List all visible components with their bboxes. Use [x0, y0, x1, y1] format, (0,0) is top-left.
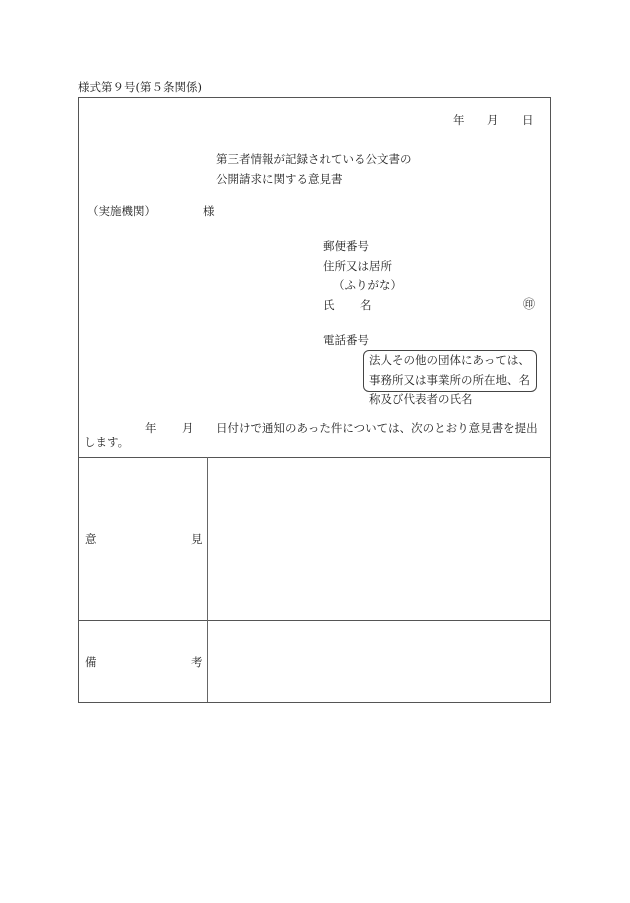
furigana-label: （ふりがな）: [333, 278, 402, 292]
statement-year-label: 年: [145, 421, 157, 435]
date-year-label: 年: [453, 113, 465, 127]
remarks-field[interactable]: [209, 622, 549, 701]
honorific-label: 様: [203, 204, 215, 218]
column-divider: [207, 457, 208, 702]
document-title-line1: 第三者情報が記録されている公文書の: [216, 152, 412, 166]
name-label-char1: 氏: [323, 298, 335, 312]
divider-top: [79, 457, 550, 458]
remarks-label-right: 考: [191, 655, 203, 669]
opinion-label-left: 意: [85, 532, 97, 546]
phone-label: 電話番号: [323, 333, 369, 347]
divider-middle: [79, 620, 550, 621]
opinion-field[interactable]: [209, 459, 549, 619]
postal-code-label: 郵便番号: [323, 239, 369, 253]
form-number-label: 様式第９号(第５条関係): [78, 80, 202, 94]
date-month-label: 月: [487, 113, 499, 127]
statement-month-label: 月: [182, 421, 194, 435]
statement-line2: します。: [84, 435, 130, 449]
remarks-label-left: 備: [85, 655, 97, 669]
corporate-note-line2: 事務所又は事業所の所在地、名: [369, 373, 530, 387]
date-day-label: 日: [522, 113, 534, 127]
agency-label: （実施機関）: [87, 204, 156, 218]
corporate-note-line3: 称及び代表者の氏名: [369, 392, 473, 406]
opinion-form: [78, 97, 551, 703]
address-label: 住所又は居所: [323, 259, 392, 273]
opinion-label-right: 見: [191, 532, 203, 546]
document-title-line2: 公開請求に関する意見書: [216, 172, 343, 186]
statement-body: 日付けで通知のあった件については、次のとおり意見書を提出: [216, 421, 538, 435]
seal-icon: ㊞: [523, 297, 536, 311]
name-label-char2: 名: [360, 298, 372, 312]
corporate-note-line1: 法人その他の団体にあっては、: [369, 353, 530, 367]
